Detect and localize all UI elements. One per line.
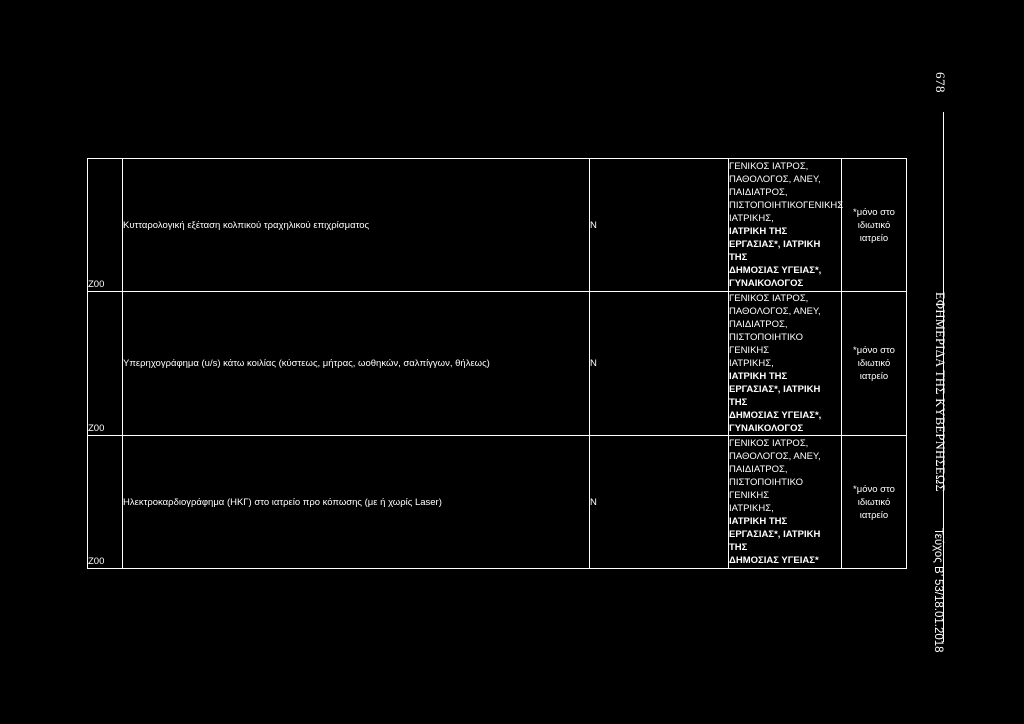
code-cell: Z00 <box>88 159 123 292</box>
specialty-line-bold: ΔΗΜΟΣΙΑΣ ΥΓΕΙΑΣ*, <box>729 410 822 421</box>
note-line: ιατρείο <box>859 509 889 521</box>
note-line: ιατρείο <box>859 232 889 244</box>
specialty-line-bold: ΔΗΜΟΣΙΑΣ ΥΓΕΙΑΣ* <box>729 555 819 566</box>
specialty-line: ΓΕΝΙΚΟΣ ΙΑΤΡΟΣ, <box>729 438 809 449</box>
note-line: ιατρείο <box>859 371 889 382</box>
specialty-line-bold: ΕΡΓΑΣΙΑΣ*, ΙΑΤΡΙΚΗ ΤΗΣ <box>729 384 821 408</box>
code-cell: Z00 <box>88 292 123 436</box>
data-table <box>87 158 907 569</box>
table-row <box>88 436 907 569</box>
specialty-line-bold: ΕΡΓΑΣΙΑΣ*, ΙΑΤΡΙΚΗ ΤΗΣ <box>729 529 821 553</box>
specialty-line: ΠΙΣΤΟΠΟΙΗΤΙΚΟ ΓΕΝΙΚΗΣ <box>729 332 804 356</box>
note-cell <box>842 436 907 569</box>
specialty-line-bold: ΕΡΓΑΣΙΑΣ*, ΙΑΤΡΙΚΗ ΤΗΣ <box>729 239 821 263</box>
specialty-line: ΓΕΝΙΚΟΣ ΙΑΤΡΟΣ, <box>729 161 809 172</box>
specialty-line: ΠΑΙΔΙΑΤΡΟΣ, <box>729 464 788 475</box>
specialty-line-bold: ΓΥΝΑΙΚΟΛΟΓΟΣ <box>729 278 804 289</box>
flag-cell: N <box>590 292 729 436</box>
specialty-line: ΠΑΙΔΙΑΤΡΟΣ, <box>729 187 788 198</box>
table-row <box>88 159 907 292</box>
specialty-line-bold: ΙΑΤΡΙΚΗ ΤΗΣ <box>729 371 788 382</box>
specialties-cell <box>729 436 842 569</box>
page-number: 678 <box>933 72 948 93</box>
issue-info: Τεύχος Β’ 53/18.01.2018 <box>932 528 944 653</box>
specialty-line-bold: ΙΑΤΡΙΚΗ ΤΗΣ <box>729 226 788 237</box>
note-line: *μόνο στο <box>853 483 895 495</box>
specialty-line: ΠΑΘΟΛΟΓΟΣ, ΑΝΕΥ, <box>729 451 821 462</box>
specialty-line: ΠΑΘΟΛΟΓΟΣ, ΑΝΕΥ, <box>729 174 821 185</box>
specialty-line: ΠΙΣΤΟΠΟΙΗΤΙΚΟ ΓΕΝΙΚΗΣ <box>729 477 804 501</box>
journal-title: ΕΦΗΜΕΡΙΔΑ ΤΗΣ ΚΥΒΕΡΝΗΣΕΩΣ <box>933 292 947 493</box>
note-line: *μόνο στο <box>853 345 895 356</box>
specialty-line: ΠΙΣΤΟΠΟΙΗΤΙΚΟΓΕΝΙΚΗΣ <box>729 200 844 211</box>
flag-cell: N <box>590 436 729 569</box>
note-cell <box>842 292 907 436</box>
note-cell <box>842 159 907 292</box>
specialty-line: ΠΑΘΟΛΟΓΟΣ, ΑΝΕΥ, <box>729 306 821 317</box>
note-line: ιδιωτικό <box>857 358 891 369</box>
specialty-line: ΙΑΤΡΙΚΗΣ, <box>729 213 774 224</box>
description-cell: Ηλεκτροκαρδιογράφημα (ΗΚΓ) στο ιατρείο προ κόπωσης (με ή χωρίς Laser) <box>123 436 590 569</box>
specialty-line: ΠΑΙΔΙΑΤΡΟΣ, <box>729 319 788 330</box>
specialty-line-bold: ΓΥΝΑΙΚΟΛΟΓΟΣ <box>729 423 804 434</box>
note-line: ιδιωτικό <box>857 496 891 508</box>
code-cell: Z00 <box>88 436 123 569</box>
specialties-cell <box>729 159 842 292</box>
table-row <box>88 292 907 436</box>
specialties-cell <box>729 292 842 436</box>
note-line: ιδιωτικό <box>857 219 891 231</box>
specialty-line-bold: ΙΑΤΡΙΚΗ ΤΗΣ <box>729 516 788 527</box>
specialty-line-bold: ΔΗΜΟΣΙΑΣ ΥΓΕΙΑΣ*, <box>729 265 822 276</box>
note-line: *μόνο στο <box>853 206 895 218</box>
description-cell: Κυτταρολογική εξέταση κολπικού τραχηλικού επιχρίσματος <box>123 159 590 292</box>
specialty-line: ΓΕΝΙΚΟΣ ΙΑΤΡΟΣ, <box>729 293 809 304</box>
description-cell: Υπερηχογράφημα (u/s) κάτω κοιλίας (κύστεως, μήτρας, ωοθηκών, σαλπίγγων, θήλεως) <box>123 292 590 436</box>
specialty-line: ΙΑΤΡΙΚΗΣ, <box>729 358 774 369</box>
specialty-line: ΙΑΤΡΙΚΗΣ, <box>729 503 774 514</box>
flag-cell: N <box>590 159 729 292</box>
